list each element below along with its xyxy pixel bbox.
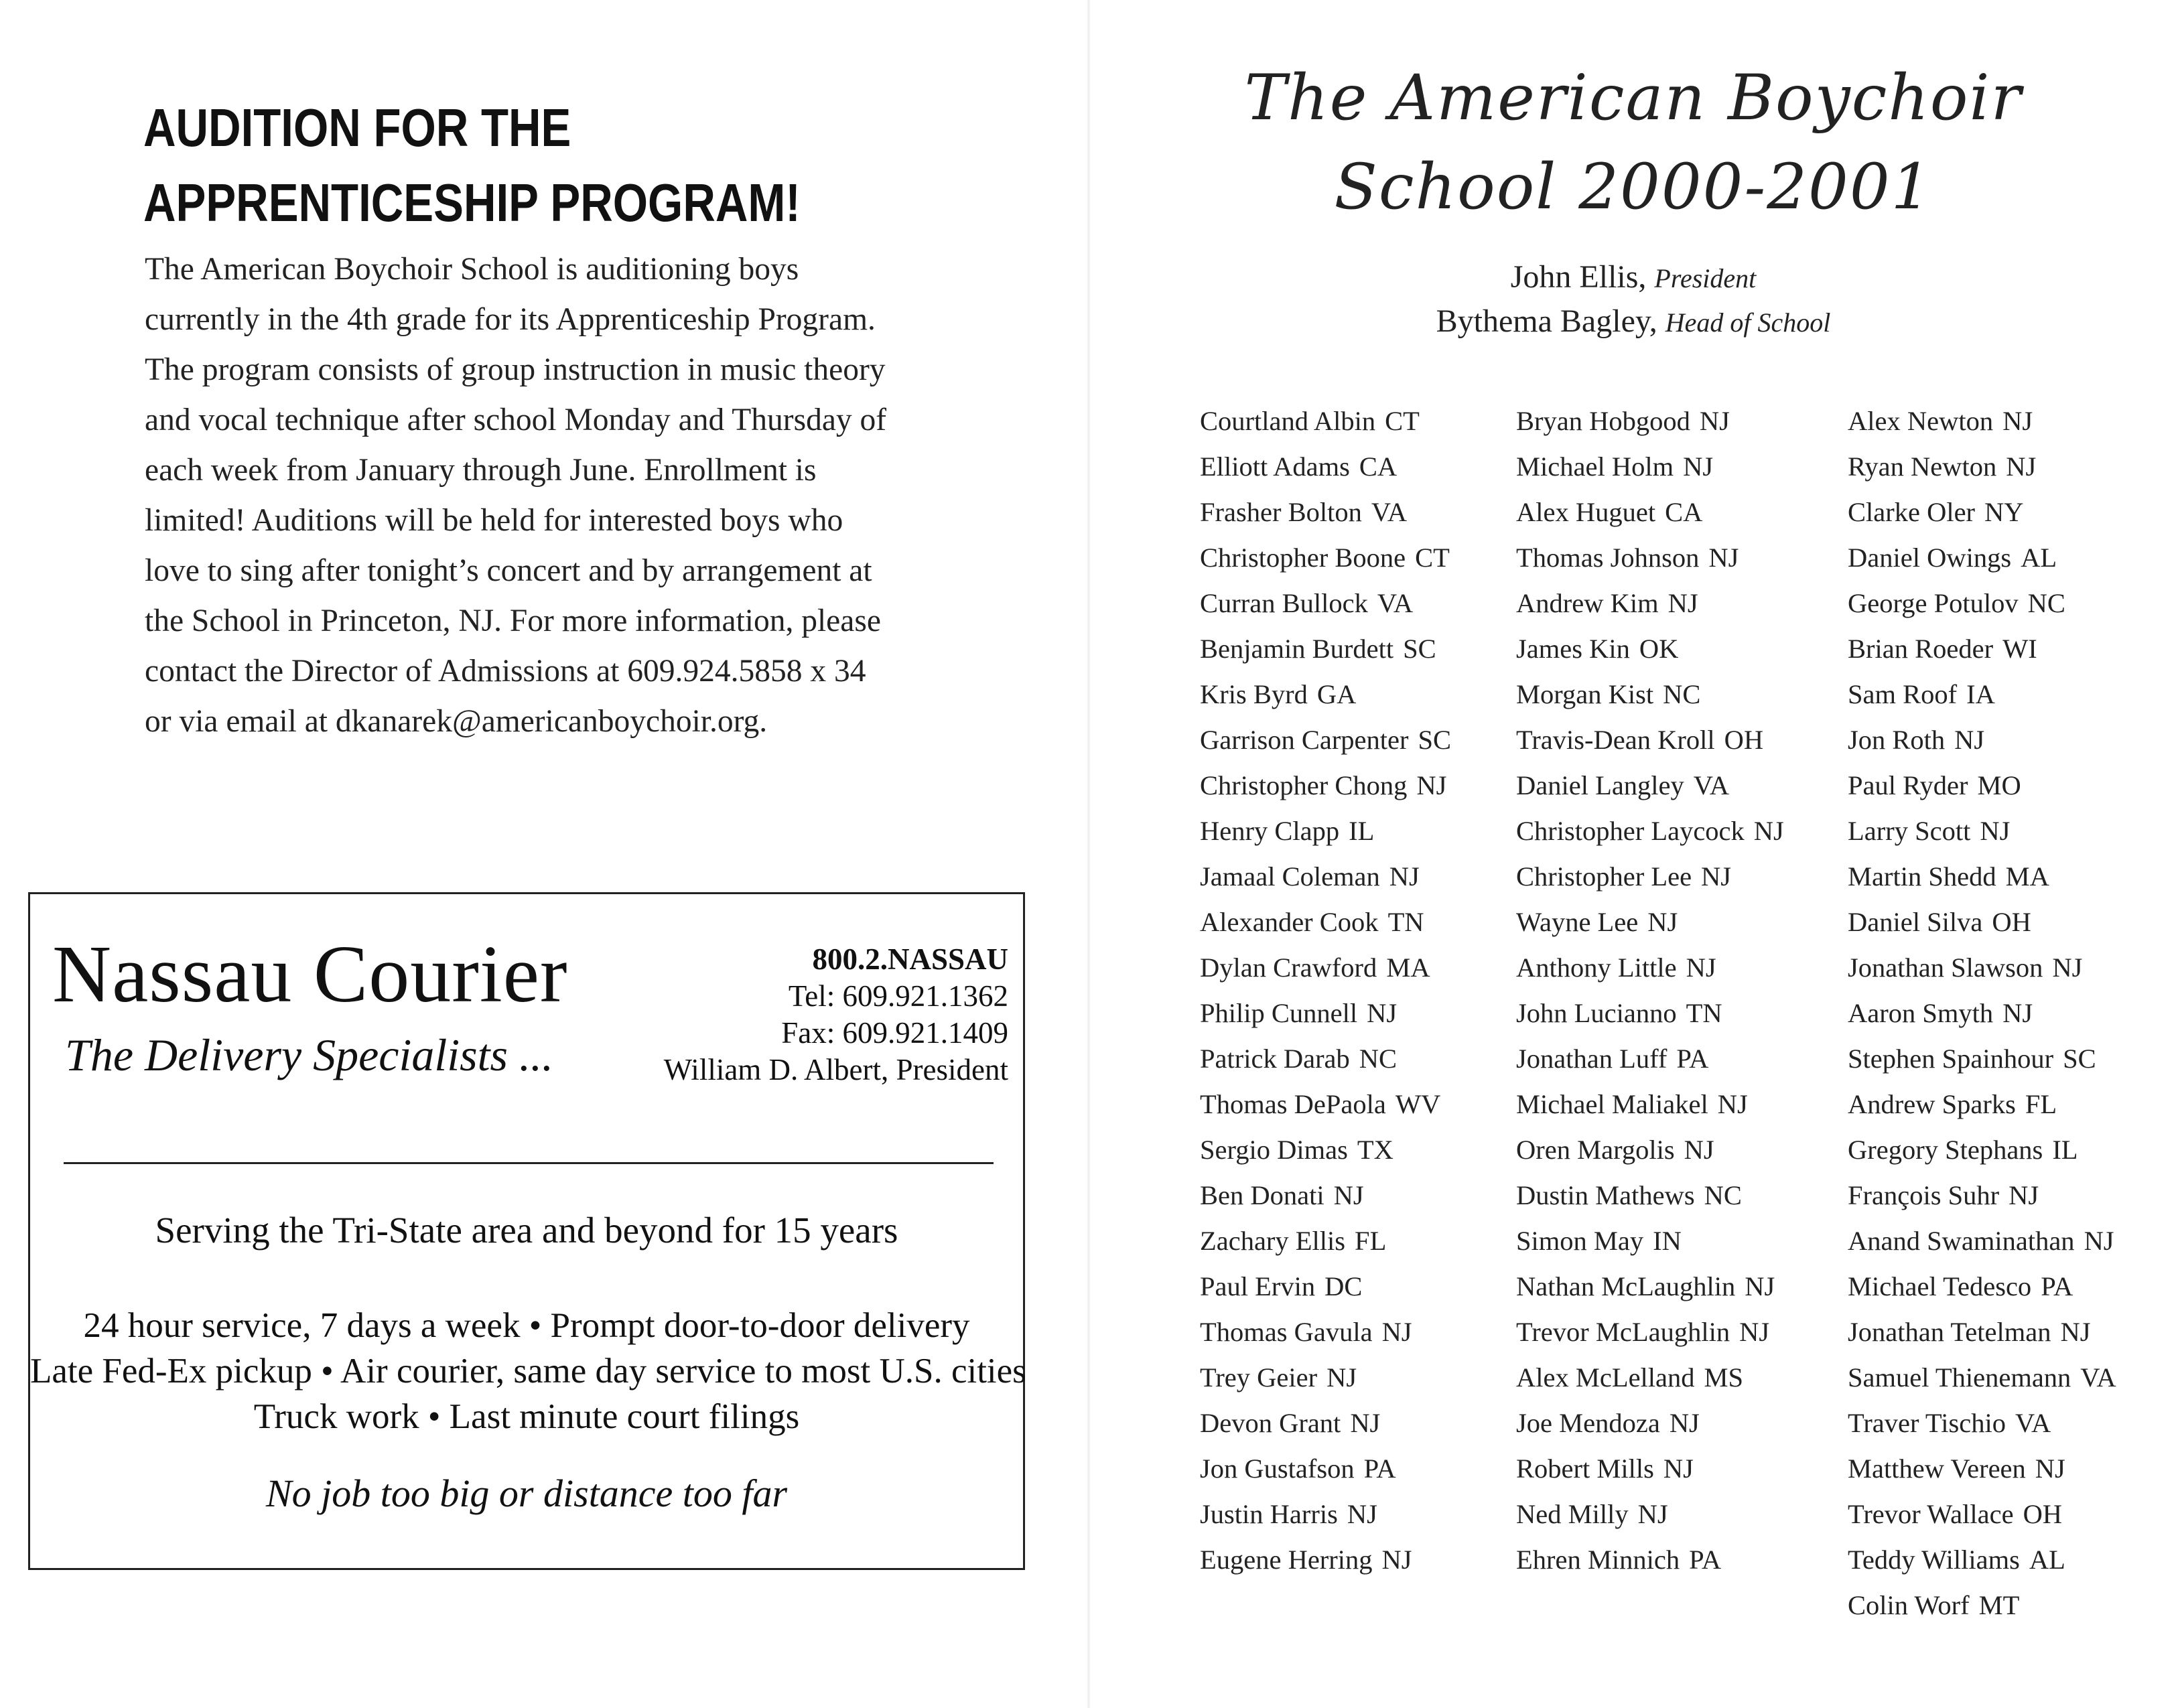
member-state: NY: [1984, 497, 2024, 527]
roster-entry: [1200, 672, 1451, 717]
member-name: Ehren Minnich: [1516, 1545, 1680, 1575]
roster-entry: [1200, 1036, 1451, 1082]
audition-body-line: and vocal technique after school Monday and Thursday of: [145, 403, 887, 437]
member-name: Wayne Lee: [1516, 907, 1639, 937]
member-state: NJ: [1350, 1408, 1381, 1438]
officer-president: [1089, 256, 2178, 300]
member-name: Colin Worf: [1848, 1590, 1970, 1620]
member-name: Michael Tedesco: [1848, 1271, 2032, 1301]
member-state: NJ: [1333, 1180, 1364, 1210]
ad-contact-block: [664, 941, 1008, 1088]
roster-column-2: [1516, 399, 1784, 1583]
member-state: SC: [1418, 725, 1452, 755]
member-state: NC: [1359, 1044, 1398, 1074]
audition-heading-line1: AUDITION FOR THE: [143, 98, 571, 157]
ad-slogan: No job too big or distance too far: [265, 1472, 788, 1515]
member-name: Ryan Newton: [1848, 451, 1997, 482]
member-name: Philip Cunnell: [1200, 998, 1358, 1028]
member-name: Devon Grant: [1200, 1408, 1341, 1438]
roster-entry: [1848, 490, 2116, 535]
member-state: TX: [1357, 1135, 1393, 1165]
member-name: Justin Harris: [1200, 1499, 1338, 1529]
member-state: NJ: [1381, 1317, 1412, 1347]
roster-entry: [1516, 1446, 1784, 1492]
member-name: Christopher Boone: [1200, 543, 1406, 573]
member-state: NJ: [1753, 816, 1784, 846]
member-name: Simon May: [1516, 1226, 1644, 1256]
roster-entry: [1848, 1446, 2116, 1492]
member-state: VA: [1693, 770, 1730, 800]
member-name: Matthew Vereen: [1848, 1453, 2026, 1484]
member-name: Andrew Kim: [1516, 588, 1659, 618]
member-state: AL: [2021, 543, 2057, 573]
roster-entry: [1848, 945, 2116, 991]
roster-entry: [1516, 900, 1784, 945]
member-name: François Suhr: [1848, 1180, 2000, 1210]
roster-entry: [1200, 1218, 1451, 1264]
member-state: NJ: [1416, 770, 1447, 800]
roster-entry: [1516, 535, 1784, 581]
roster-entry: [1200, 1127, 1451, 1173]
member-state: MA: [1386, 952, 1430, 983]
audition-body-line: or via email at dkanarek@americanboychoir.org.: [145, 704, 768, 739]
member-state: NJ: [1647, 907, 1678, 937]
member-name: Dylan Crawford: [1200, 952, 1377, 983]
member-state: NJ: [1954, 725, 1985, 755]
audition-body: [145, 244, 949, 747]
roster-entry: [1848, 1309, 2116, 1355]
member-name: Zachary Ellis: [1200, 1226, 1346, 1256]
roster-entry: [1516, 490, 1784, 535]
audition-heading-line2: APPRENTICESHIP PROGRAM!: [143, 173, 801, 232]
member-name: Clarke Oler: [1848, 497, 1976, 527]
member-name: Christopher Lee: [1516, 861, 1692, 892]
member-state: PA: [1689, 1545, 1722, 1575]
member-name: Gregory Stephans: [1848, 1135, 2043, 1165]
member-state: NJ: [2009, 1180, 2039, 1210]
member-state: NJ: [2006, 451, 2037, 482]
member-state: NJ: [2035, 1453, 2065, 1484]
member-name: Bryan Hobgood: [1516, 406, 1690, 436]
member-state: MA: [2005, 861, 2049, 892]
roster-entry: [1200, 444, 1451, 490]
member-name: Paul Ervin: [1200, 1271, 1316, 1301]
roster-entry: [1200, 1401, 1451, 1446]
member-name: Alexander Cook: [1200, 907, 1379, 937]
audition-body-line: currently in the 4th grade for its Apprenticeship Program.: [145, 302, 876, 337]
member-state: VA: [1377, 588, 1414, 618]
member-state: NJ: [1739, 1317, 1770, 1347]
audition-body-line: The program consists of group instruction in music theory: [145, 352, 886, 387]
member-state: IN: [1653, 1226, 1682, 1256]
roster-entry: [1516, 399, 1784, 444]
roster-entry: [1516, 1127, 1784, 1173]
member-state: NJ: [2052, 952, 2083, 983]
member-state: NJ: [1381, 1545, 1412, 1575]
roster-entry: [1848, 626, 2116, 672]
member-name: Joe Mendoza: [1516, 1408, 1660, 1438]
roster-entry: [1516, 808, 1784, 854]
president-name: John Ellis,: [1510, 259, 1647, 295]
roster-entry: [1516, 626, 1784, 672]
member-state: SC: [2063, 1044, 2096, 1074]
member-name: Oren Margolis: [1516, 1135, 1675, 1165]
member-state: WI: [2002, 634, 2037, 664]
member-name: Eugene Herring: [1200, 1545, 1373, 1575]
roster-entry: [1200, 1355, 1451, 1401]
member-state: CA: [1359, 451, 1398, 482]
roster-entry: [1848, 1127, 2116, 1173]
roster-entry: [1200, 808, 1451, 854]
member-state: NJ: [1701, 861, 1732, 892]
member-name: Travis-Dean Kroll: [1516, 725, 1715, 755]
member-name: Nathan McLaughlin: [1516, 1271, 1736, 1301]
audition-body-line: The American Boychoir School is auditioning boys: [145, 252, 799, 287]
member-state: FL: [1355, 1226, 1387, 1256]
roster-entry: [1848, 1355, 2116, 1401]
ad-service-line: Late Fed-Ex pickup • Air courier, same day service to most U.S. cities: [30, 1352, 1026, 1391]
roster-entry: [1848, 1537, 2116, 1583]
member-state: FL: [2025, 1089, 2057, 1119]
school-title-line1: The American Boychoir: [1244, 62, 2023, 135]
member-name: Jonathan Tetelman: [1848, 1317, 2051, 1347]
member-state: NJ: [1663, 1453, 1694, 1484]
ad-tagline: The Delivery Specialists ...: [65, 1029, 553, 1080]
member-name: Daniel Owings: [1848, 543, 2012, 573]
roster-entry: [1516, 991, 1784, 1036]
roster-entry: [1848, 1036, 2116, 1082]
member-name: Thomas DePaola: [1200, 1089, 1386, 1119]
member-name: Courtland Albin: [1200, 406, 1376, 436]
member-state: VA: [2015, 1408, 2051, 1438]
roster-entry: [1200, 1082, 1451, 1127]
member-name: James Kin: [1516, 634, 1630, 664]
roster-entry: [1200, 1537, 1451, 1583]
audition-heading: [143, 90, 875, 240]
roster-entry: [1848, 581, 2116, 626]
member-name: Daniel Langley: [1516, 770, 1684, 800]
member-name: Alex Newton: [1848, 406, 1994, 436]
member-state: IA: [1966, 679, 1995, 709]
roster-entry: [1200, 1446, 1451, 1492]
member-state: NJ: [1683, 451, 1714, 482]
member-name: Daniel Silva: [1848, 907, 1983, 937]
member-state: PA: [1676, 1044, 1709, 1074]
member-state: NJ: [1708, 543, 1739, 573]
member-state: OH: [2023, 1499, 2063, 1529]
member-name: Jonathan Slawson: [1848, 952, 2043, 983]
roster-entry: [1848, 1492, 2116, 1537]
ad-fax: Fax: 609.921.1409: [781, 1016, 1008, 1050]
roster-entry: [1200, 717, 1451, 763]
member-name: Larry Scott: [1848, 816, 1971, 846]
member-state: AL: [2029, 1545, 2065, 1575]
nassau-courier-ad: [28, 892, 1025, 1570]
roster-entry: [1200, 581, 1451, 626]
member-state: OK: [1639, 634, 1679, 664]
member-name: Jonathan Luff: [1516, 1044, 1667, 1074]
member-name: Jamaal Coleman: [1200, 861, 1380, 892]
roster-entry: [1516, 672, 1784, 717]
member-state: NJ: [1667, 588, 1698, 618]
member-state: NC: [1704, 1180, 1742, 1210]
member-state: NJ: [1637, 1499, 1668, 1529]
roster-entry: [1848, 808, 2116, 854]
member-state: NJ: [2060, 1317, 2091, 1347]
member-name: Ben Donati: [1200, 1180, 1324, 1210]
roster-entry: [1200, 1264, 1451, 1309]
roster-entry: [1848, 672, 2116, 717]
roster-entry: [1848, 1401, 2116, 1446]
member-name: Morgan Kist: [1516, 679, 1654, 709]
member-name: Patrick Darab: [1200, 1044, 1350, 1074]
roster-entry: [1848, 717, 2116, 763]
member-name: Elliott Adams: [1200, 451, 1350, 482]
member-state: SC: [1403, 634, 1436, 664]
member-name: Trevor McLaughlin: [1516, 1317, 1730, 1347]
member-name: Christopher Chong: [1200, 770, 1408, 800]
roster-entry: [1516, 763, 1784, 808]
roster-entry: [1516, 1401, 1784, 1446]
member-state: IL: [1349, 816, 1375, 846]
head-name: Bythema Bagley,: [1436, 303, 1657, 339]
member-state: GA: [1316, 679, 1357, 709]
member-name: Anthony Little: [1516, 952, 1677, 983]
roster-entry: [1200, 399, 1451, 444]
roster-entry: [1516, 1537, 1784, 1583]
school-title-line2: School 2000-2001: [1334, 151, 1933, 224]
roster-entry: [1516, 1355, 1784, 1401]
member-name: Thomas Johnson: [1516, 543, 1700, 573]
ad-serving: Serving the Tri-State area and beyond for 15 years: [155, 1210, 898, 1251]
audition-body-line: contact the Director of Admissions at 609.924.5858 x 34: [145, 654, 866, 689]
roster-entry: [1200, 854, 1451, 900]
member-name: Brian Roeder: [1848, 634, 1994, 664]
roster-entry: [1200, 900, 1451, 945]
member-state: NJ: [1367, 998, 1398, 1028]
member-state: OH: [1724, 725, 1764, 755]
member-state: IL: [2052, 1135, 2078, 1165]
member-state: OH: [1992, 907, 2031, 937]
member-state: NJ: [1686, 952, 1716, 983]
ad-service-line: 24 hour service, 7 days a week • Prompt door-to-door delivery: [83, 1306, 970, 1345]
member-state: NJ: [1326, 1362, 1357, 1393]
member-name: Anand Swaminathan: [1848, 1226, 2075, 1256]
roster-column-3: [1848, 399, 2116, 1628]
member-state: CA: [1665, 497, 1703, 527]
member-name: Kris Byrd: [1200, 679, 1308, 709]
ad-president: William D. Albert, President: [663, 1053, 1008, 1086]
member-name: Martin Shedd: [1848, 861, 1996, 892]
member-state: NC: [1663, 679, 1701, 709]
member-name: Teddy Williams: [1848, 1545, 2020, 1575]
member-state: NJ: [1980, 816, 2011, 846]
member-state: NJ: [1699, 406, 1730, 436]
member-name: Henry Clapp: [1200, 816, 1340, 846]
member-name: Thomas Gavula: [1200, 1317, 1373, 1347]
roster-entry: [1516, 1173, 1784, 1218]
roster-entry: [1200, 945, 1451, 991]
member-name: Stephen Spainhour: [1848, 1044, 2054, 1074]
member-state: MT: [1978, 1590, 2020, 1620]
audition-body-line: love to sing after tonight’s concert and by arrangement at: [145, 553, 872, 588]
member-state: NJ: [1669, 1408, 1700, 1438]
member-state: WV: [1395, 1089, 1441, 1119]
roster-column-1: [1200, 399, 1451, 1583]
member-state: NJ: [1389, 861, 1420, 892]
member-state: VA: [1371, 497, 1408, 527]
roster-entry: [1200, 626, 1451, 672]
member-state: VA: [2080, 1362, 2116, 1393]
member-state: NJ: [1684, 1135, 1714, 1165]
roster-entry: [1848, 1218, 2116, 1264]
member-name: Dustin Mathews: [1516, 1180, 1695, 1210]
audition-body-line: limited! Auditions will be held for interested boys who: [145, 503, 843, 538]
member-name: Christopher Laycock: [1516, 816, 1745, 846]
member-state: NC: [2027, 588, 2065, 618]
roster-entry: [1200, 991, 1451, 1036]
roster-entry: [1848, 1583, 2116, 1628]
officer-head: [1089, 300, 2178, 344]
roster-entry: [1200, 490, 1451, 535]
member-state: DC: [1324, 1271, 1363, 1301]
member-name: Benjamin Burdett: [1200, 634, 1394, 664]
member-name: Ned Milly: [1516, 1499, 1629, 1529]
member-name: Alex McLelland: [1516, 1362, 1695, 1393]
ad-services: [30, 1303, 1026, 1439]
roster-entry: [1516, 1309, 1784, 1355]
roster-entry: [1848, 1264, 2116, 1309]
member-name: Curran Bullock: [1200, 588, 1368, 618]
roster-entry: [1848, 444, 2116, 490]
roster-entry: [1200, 535, 1451, 581]
roster-entry: [1848, 991, 2116, 1036]
roster-entry: [1848, 535, 2116, 581]
roster-entry: [1516, 1036, 1784, 1082]
roster-entry: [1516, 1492, 1784, 1537]
roster-entry: [1516, 581, 1784, 626]
member-state: MO: [1977, 770, 2021, 800]
school-title: [1089, 54, 2178, 232]
member-state: TN: [1387, 907, 1424, 937]
member-name: Traver Tischio: [1848, 1408, 2006, 1438]
officers: [1089, 256, 2178, 344]
roster-entry: [1200, 763, 1451, 808]
member-state: NJ: [2002, 406, 2033, 436]
roster-entry: [1516, 854, 1784, 900]
roster-entry: [1848, 399, 2116, 444]
audition-body-line: each week from January through June. Enrollment is: [145, 453, 817, 488]
roster-entry: [1516, 444, 1784, 490]
member-name: Paul Ryder: [1848, 770, 1968, 800]
member-name: Trey Geier: [1200, 1362, 1318, 1393]
member-name: Robert Mills: [1516, 1453, 1654, 1484]
member-state: CT: [1385, 406, 1420, 436]
member-name: Sergio Dimas: [1200, 1135, 1348, 1165]
president-role: President: [1654, 263, 1757, 293]
member-state: NJ: [2002, 998, 2033, 1028]
roster-entry: [1200, 1492, 1451, 1537]
member-state: TN: [1686, 998, 1722, 1028]
member-name: Trevor Wallace: [1848, 1499, 2014, 1529]
roster-entry: [1516, 1082, 1784, 1127]
member-name: Michael Maliakel: [1516, 1089, 1708, 1119]
member-state: PA: [2041, 1271, 2073, 1301]
member-name: Sam Roof: [1848, 679, 1958, 709]
member-state: PA: [1363, 1453, 1396, 1484]
roster-entry: [1516, 717, 1784, 763]
ad-company-name: Nassau Courier: [52, 929, 568, 1019]
roster-entry: [1848, 900, 2116, 945]
member-state: NJ: [1347, 1499, 1377, 1529]
member-state: CT: [1415, 543, 1450, 573]
roster-entry: [1848, 854, 2116, 900]
member-name: Andrew Sparks: [1848, 1089, 2016, 1119]
ad-divider: [64, 1162, 994, 1164]
roster-entry: [1516, 1264, 1784, 1309]
roster-entry: [1200, 1309, 1451, 1355]
member-name: Frasher Bolton: [1200, 497, 1362, 527]
member-name: Jon Roth: [1848, 725, 1946, 755]
member-state: NJ: [1717, 1089, 1748, 1119]
member-name: Samuel Thienemann: [1848, 1362, 2071, 1393]
member-state: NJ: [1745, 1271, 1775, 1301]
member-name: Michael Holm: [1516, 451, 1674, 482]
member-state: NJ: [2084, 1226, 2114, 1256]
member-state: MS: [1704, 1362, 1744, 1393]
roster-entry: [1200, 1173, 1451, 1218]
member-name: Alex Huguet: [1516, 497, 1656, 527]
roster-entry: [1516, 1218, 1784, 1264]
member-name: Jon Gustafson: [1200, 1453, 1355, 1484]
member-name: George Potulov: [1848, 588, 2019, 618]
ad-phone-main: 800.2.NASSAU: [812, 942, 1008, 976]
ad-service-line: Truck work • Last minute court filings: [253, 1397, 800, 1436]
head-role: Head of School: [1665, 307, 1831, 338]
roster-entry: [1516, 945, 1784, 991]
member-name: Garrison Carpenter: [1200, 725, 1409, 755]
ad-tel: Tel: 609.921.1362: [788, 979, 1008, 1013]
member-name: Aaron Smyth: [1848, 998, 1994, 1028]
roster-entry: [1848, 1082, 2116, 1127]
roster-entry: [1848, 763, 2116, 808]
roster-entry: [1848, 1173, 2116, 1218]
audition-body-line: the School in Princeton, NJ. For more information, please: [145, 603, 881, 638]
member-name: John Lucianno: [1516, 998, 1677, 1028]
